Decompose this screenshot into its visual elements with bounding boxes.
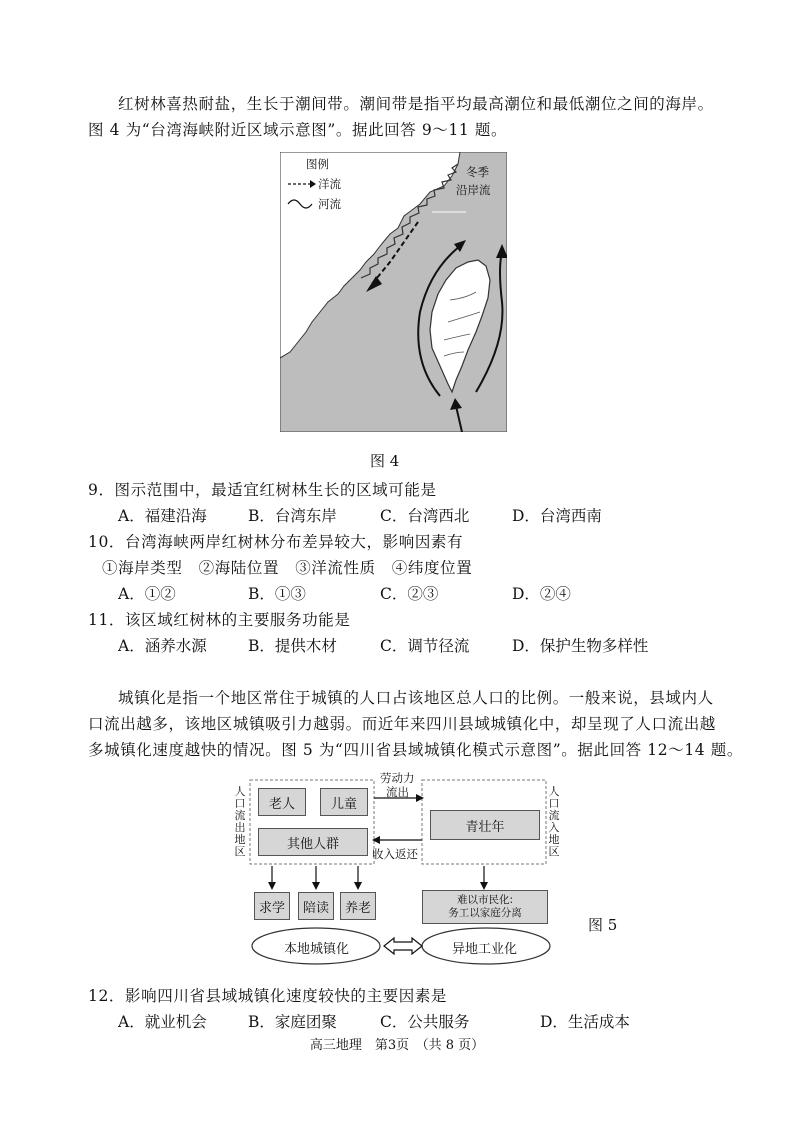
hard-line-1: 难以市民化: [456,894,514,906]
labor-out-label-1: 劳动力 [380,771,415,785]
q9-option-c[interactable]: C．台湾西北 [380,507,470,525]
figure4-caption: 图 4 [370,452,400,470]
urbanization-diagram [230,768,570,974]
remote-industrialization-label: 异地工业化 [452,942,518,957]
q10-items: ①海岸类型 ②海陆位置 ③洋流性质 ④纬度位置 [102,559,473,577]
q9-stem: 9．图示范围中，最适宜红树林生长的区域可能是 [88,481,437,499]
q9-option-d[interactable]: D．台湾西南 [512,507,602,525]
q12-option-d[interactable]: D．生活成本 [540,1013,630,1031]
figure5-caption: 图 5 [588,916,618,934]
q12-stem: 12．影响四川省县域城镇化速度较快的主要因素是 [88,987,448,1005]
labor-out-label-2: 流出 [386,785,409,799]
outflow-region-label: 人口流出地区 [234,785,246,858]
q11-option-a[interactable]: A．涵养水源 [118,637,207,655]
q9-option-a[interactable]: A．福建沿海 [118,507,207,525]
legend-river-label: 河流 [318,197,341,211]
page-footer: 高三地理 第3页 （共 8 页） [309,1038,485,1053]
others-box: 其他人群 [258,828,368,856]
retire-box: 养老 [340,892,376,920]
passage2-line3: 多城镇化速度越快的情况。图 5 为“四川省县域城镇化模式示意图”。据此回答 12～14 题。 [88,741,743,759]
passage2-line1: 城镇化是指一个地区常住于城镇的人口占该地区总人口的比例。一般来说，县域内人 [118,689,714,707]
q10-stem: 10．台湾海峡两岸红树林分布差异较大，影响因素有 [88,533,464,551]
q11-option-b[interactable]: B．提供木材 [248,637,337,655]
q10-option-d[interactable]: D．②④ [512,585,571,603]
q12-option-c[interactable]: C．公共服务 [380,1013,470,1031]
legend-ocean-label: 洋流 [318,177,341,191]
coastal-current-label: 沿岸流 [456,183,491,197]
hard-line-2: 务工以家庭分离 [448,907,522,919]
inflow-region-label: 人口流入地区 [548,785,560,858]
accompany-box: 陪读 [298,892,334,920]
hard-to-urbanize-box [422,890,548,924]
q11-option-d[interactable]: D．保护生物多样性 [512,637,649,655]
local-urbanization-label: 本地城镇化 [284,942,350,957]
winter-label: 冬季 [466,165,489,179]
q9-option-b[interactable]: B．台湾东岸 [248,507,337,525]
elderly-box: 老人 [258,788,306,816]
legend-title: 图例 [306,157,329,171]
children-box: 儿童 [320,788,368,816]
income-return-label: 收入返还 [372,847,418,861]
q11-option-c[interactable]: C．调节径流 [380,637,470,655]
q12-option-b[interactable]: B．家庭团聚 [248,1013,337,1031]
q10-option-a[interactable]: A．①② [118,585,176,603]
q12-option-a[interactable]: A．就业机会 [118,1013,207,1031]
map-figure [280,152,507,432]
q10-option-b[interactable]: B．①③ [248,585,306,603]
q10-option-c[interactable]: C．②③ [380,585,439,603]
passage2-line2: 口流出越多，该地区城镇吸引力越弱。而近年来四川县域城镇化中，却呈现了人口流出越 [88,715,716,733]
passage1-line2: 图 4 为“台湾海峡附近区域示意图”。据此回答 9～11 题。 [88,121,508,139]
study-box: 求学 [254,892,290,920]
q11-stem: 11．该区域红树林的主要服务功能是 [88,611,351,629]
passage1-line1: 红树林喜热耐盐，生长于潮间带。潮间带是指平均最高潮位和最低潮位之间的海岸。 [118,95,714,113]
youth-box: 青壮年 [430,810,540,840]
